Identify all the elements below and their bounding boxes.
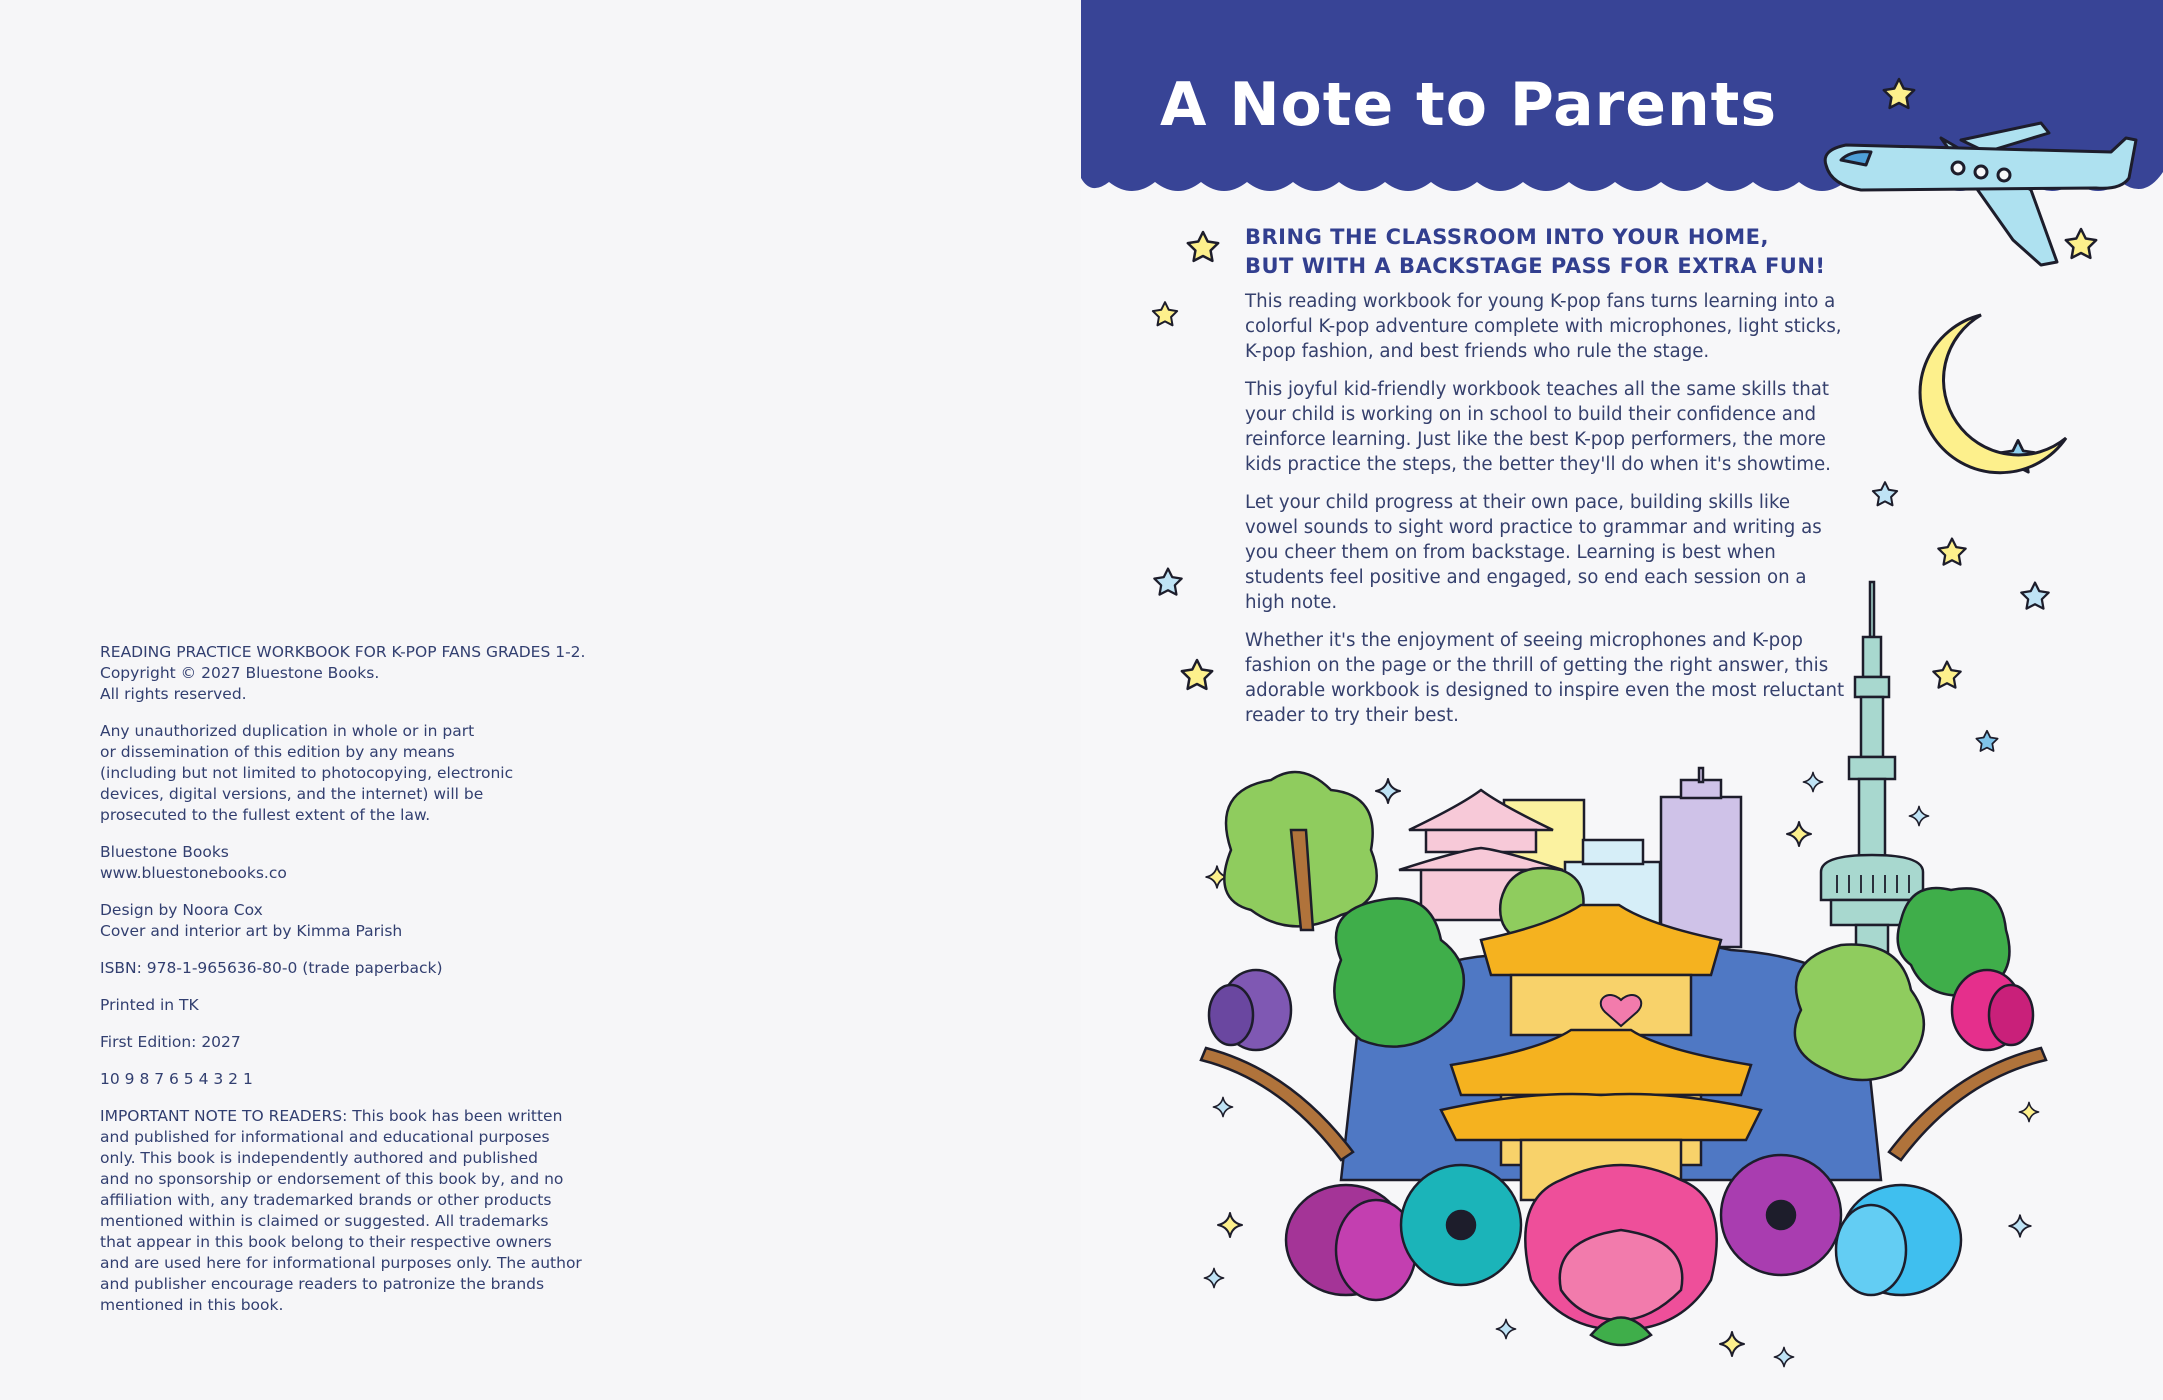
page-title: A Note to Parents — [1160, 70, 1778, 140]
copyright-block — [100, 642, 660, 1332]
printing-line: 10 9 8 7 6 5 4 3 2 1 — [100, 1070, 253, 1088]
paragraph-motivation: Whether it's the enjoyment of seeing microphones and K-pop fashion on the page or the thrill of getting the right answer, this adorable workbook is designed to inspire even the most reluctant reader to try their best. — [1245, 630, 1845, 726]
printed-in: Printed in TK — [100, 996, 199, 1014]
copyright-page — [0, 0, 1081, 1400]
edition: First Edition: 2027 — [100, 1033, 241, 1051]
paragraph-intro: This reading workbook for young K-pop fans turns learning into a colorful K-pop adventure complete with microphones, light sticks, K-pop fashion, and best friends who rule the stage. — [1245, 291, 1842, 362]
isbn: ISBN: 978-1-965636-80-0 (trade paperback) — [100, 959, 443, 977]
important-note: IMPORTANT NOTE TO READERS: This book has been written and published for informational and educational purposes only. This book is independently authored and published and no sponsorship or endorsement of this book by, and no affiliation with, any trademarked brands or other products mentioned within is claimed or suggested. All trademarks that appear in this book belong to their respective owners and are used here for informational purposes only. The author and publisher encourage readers to patronize the brands mentioned in this book. — [100, 1107, 582, 1314]
note-content — [1245, 223, 1845, 741]
section-subhead: BRING THE CLASSROOM INTO YOUR HOME, BUT WITH A BACKSTAGE PASS FOR EXTRA FUN! — [1245, 225, 1826, 278]
credits: Design by Noora Cox Cover and interior art by Kimma Parish — [100, 901, 403, 940]
paragraph-skills: This joyful kid-friendly workbook teaches all the same skills that your child is working on in school to build their confidence and reinforce learning. Just like the best K-pop performers, the more kids practice the steps, the better they'll do when it's showtime. — [1245, 379, 1831, 475]
duplication-notice: Any unauthorized duplication in whole or in part or dissemination of this edition by any means (including but not limited to photocopying, electronic devices, digital versions, and the internet) will be prosecuted to the fullest extent of the law. — [100, 722, 514, 824]
copyright-notice: READING PRACTICE WORKBOOK FOR K-POP FANS GRADES 1-2. Copyright © 2027 Bluestone Books. All rights reserved. — [100, 643, 586, 703]
publisher-info: Bluestone Books www.bluestonebooks.co — [100, 843, 287, 882]
paragraph-pace: Let your child progress at their own pace, building skills like vowel sounds to sight word practice to grammar and writing as you cheer them on from backstage. Learning is best when students feel positive and engaged, so end each session on a high note. — [1245, 492, 1822, 613]
